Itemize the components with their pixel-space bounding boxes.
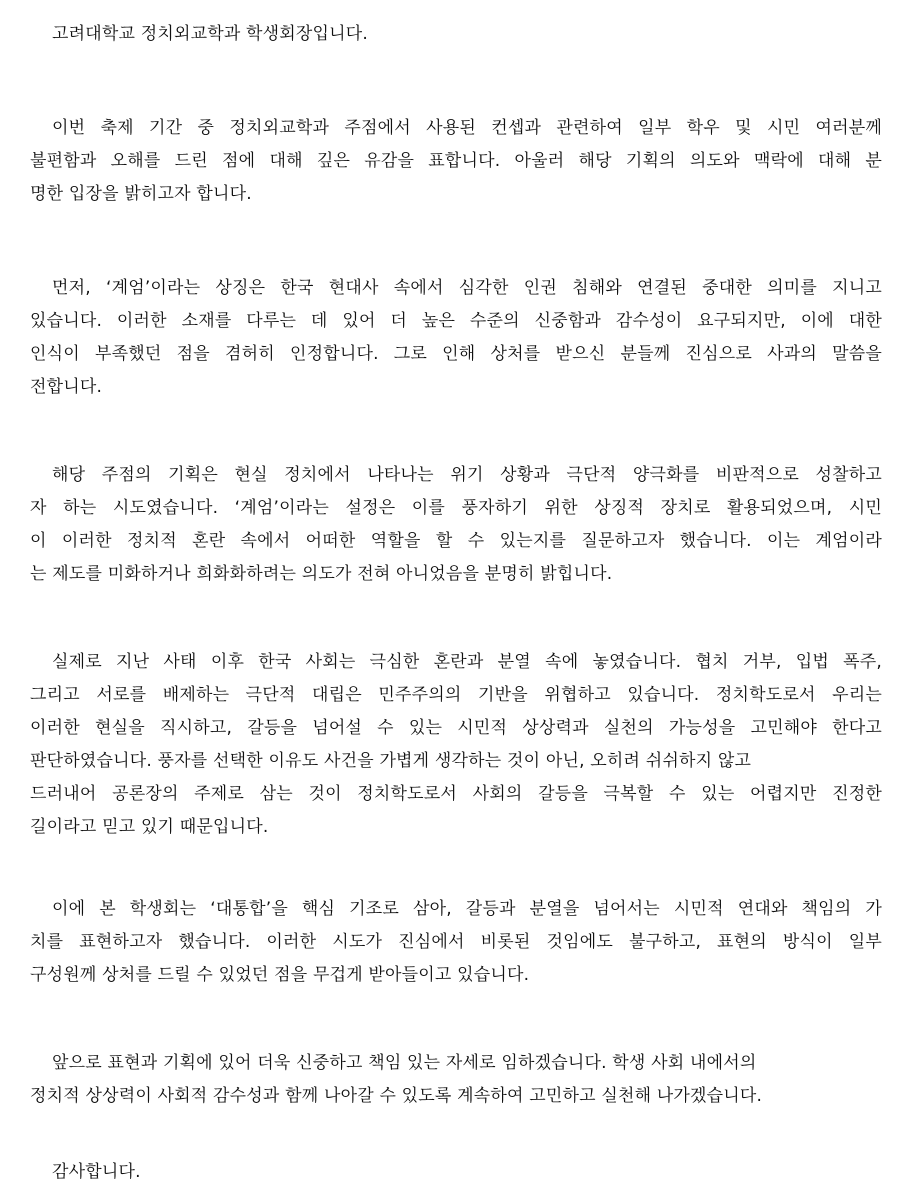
paragraph-3-line-1: 해당 주점의 기획은 현실 정치에서 나타나는 위기 상황과 극단적 양극화를 비판적으로 성찰하고 <box>52 465 882 485</box>
paragraph-5-line-2: 치를 표현하고자 했습니다. 이러한 시도가 진심에서 비롯된 것임에도 불구하고, 표현의 방식이 일부 <box>30 932 882 952</box>
paragraph-4-line-1: 실제로 지난 사태 이후 한국 사회는 극심한 혼란과 분열 속에 놓였습니다. 협치 거부, 입법 폭주, <box>52 652 882 672</box>
paragraph-3-line-3: 이 이러한 정치적 혼란 속에서 어떠한 역할을 할 수 있는지를 질문하고자 했습니다. 이는 계엄이라 <box>30 531 882 551</box>
paragraph-3-line-2: 자 하는 시도였습니다. ‘계엄’이라는 설정은 이를 풍자하기 위한 상징적 장치로 활용되었으며, 시민 <box>30 498 882 518</box>
closing: 감사합니다. <box>52 1162 141 1182</box>
paragraph-6-line-2: 정치적 상상력이 사회적 감수성과 함께 나아갈 수 있도록 계속하여 고민하고 실천해 나가겠습니다. <box>30 1086 763 1106</box>
paragraph-1-line-3: 명한 입장을 밝히고자 합니다. <box>30 184 252 204</box>
paragraph-4-line-6: 길이라고 믿고 있기 때문입니다. <box>30 817 269 837</box>
paragraph-5-line-1: 이에 본 학생회는 ‘대통합’을 핵심 기조로 삼아, 갈등과 분열을 넘어서는 시민적 연대와 책임의 가 <box>52 899 882 919</box>
paragraph-4-line-4: 판단하였습니다. 풍자를 선택한 이유도 사건을 가볍게 생각하는 것이 아닌, 오히려 쉬쉬하지 않고 <box>30 751 752 771</box>
paragraph-2-line-3: 인식이 부족했던 점을 겸허히 인정합니다. 그로 인해 상처를 받으신 분들께 진심으로 사과의 말씀을 <box>30 344 882 364</box>
paragraph-1-line-2: 불편함과 오해를 드린 점에 대해 깊은 유감을 표합니다. 아울러 해당 기획의 의도와 맥락에 대해 분 <box>30 151 882 171</box>
paragraph-4-line-2: 그리고 서로를 배제하는 극단적 대립은 민주주의의 기반을 위협하고 있습니다. 정치학도로서 우리는 <box>30 685 882 705</box>
paragraph-4-line-3: 이러한 현실을 직시하고, 갈등을 넘어설 수 있는 시민적 상상력과 실천의 가능성을 고민해야 한다고 <box>30 718 882 738</box>
paragraph-2-line-4: 전합니다. <box>30 377 103 397</box>
paragraph-5-line-3: 구성원께 상처를 드릴 수 있었던 점을 무겁게 받아들이고 있습니다. <box>30 965 530 985</box>
greeting: 고려대학교 정치외교학과 학생회장입니다. <box>52 24 369 44</box>
paragraph-4-line-5: 드러내어 공론장의 주제로 삼는 것이 정치학도로서 사회의 갈등을 극복할 수 있는 어렵지만 진정한 <box>30 784 882 804</box>
paragraph-1-line-1: 이번 축제 기간 중 정치외교학과 주점에서 사용된 컨셉과 관련하여 일부 학우 및 시민 여러분께 <box>52 118 882 138</box>
paragraph-3-line-4: 는 제도를 미화하거나 희화화하려는 의도가 전혀 아니었음을 분명히 밝힙니다. <box>30 564 613 584</box>
paragraph-6-line-1: 앞으로 표현과 기획에 있어 더욱 신중하고 책임 있는 자세로 임하겠습니다. 학생 사회 내에서의 <box>52 1053 757 1073</box>
paragraph-2-line-1: 먼저, ‘계엄’이라는 상징은 한국 현대사 속에서 심각한 인권 침해와 연결된 중대한 의미를 지니고 <box>52 278 882 298</box>
paragraph-2-line-2: 있습니다. 이러한 소재를 다루는 데 있어 더 높은 수준의 신중함과 감수성이 요구되지만, 이에 대한 <box>30 311 882 331</box>
